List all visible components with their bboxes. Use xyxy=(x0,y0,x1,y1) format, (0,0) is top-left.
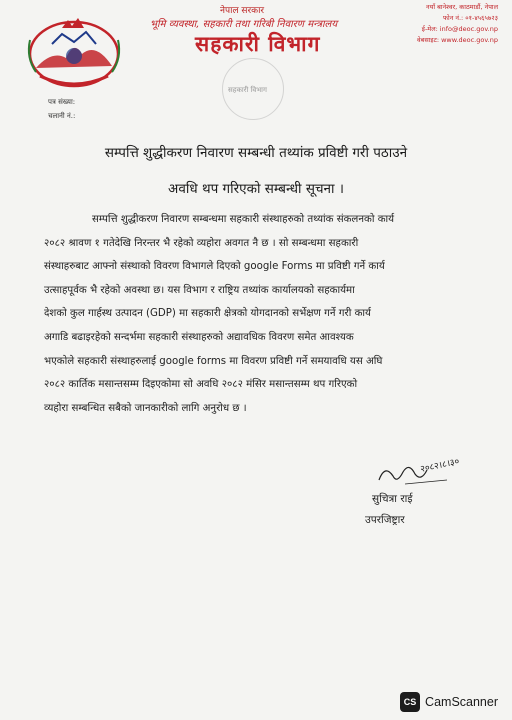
camscanner-watermark xyxy=(400,692,498,712)
contact-phone: फोन नं.: ०१-४५६५७२३ xyxy=(443,14,498,22)
ministry-title: भूमि व्यवस्था, सहकारी तथा गरिबी निवारण मन्त्रालय xyxy=(150,19,338,30)
body-line: उत्साहपूर्वक भै रहेको अवस्था छ। यस विभाग र राष्ट्रिय तथ्यांक कार्यालयको सहकार्यमा xyxy=(44,284,355,296)
reference-block xyxy=(48,95,75,123)
government-title: नेपाल सरकार xyxy=(220,6,265,16)
stamp-text: सहकारी विभाग xyxy=(228,86,267,94)
body-line: संस्थाहरुबाट आफ्नो संस्थाको विवरण विभागले दिएको google Forms मा प्रविष्टी गर्ने कार्य xyxy=(44,261,385,273)
subject-line-2: अवधि थप गरिएको सम्बन्धी सूचना । xyxy=(168,181,344,197)
svg-text:२०८२।८।३०: २०८२।८।३० xyxy=(419,456,461,475)
handwritten-signature-icon xyxy=(375,456,461,490)
contact-address: नयाँ बानेश्वर, काठमाडौं, नेपाल xyxy=(425,3,498,11)
camscanner-label: CamScanner xyxy=(425,695,498,709)
body-line: २०८२ श्रावण १ गतेदेखि निरन्तर भै रहेको व्यहोरा अवगत नै छ । सो सम्बन्धमा सहकारी xyxy=(44,237,359,249)
body-line: अगाडि बढाइरहेको सन्दर्भमा सहकारी संस्थाहरुको अद्यावधिक विवरण समेत आवश्यक xyxy=(44,331,354,343)
chalani-label: चलानी नं.: xyxy=(48,112,76,120)
subject-line-1: सम्पत्ति शुद्धीकरण निवारण सम्बन्धी तथ्यांक प्रविष्टी गरी पठाउने xyxy=(104,145,408,161)
contact-block xyxy=(415,2,498,46)
notice-body xyxy=(44,208,464,420)
signatory-title: उपरजिष्ट्रार xyxy=(365,514,405,526)
body-line: २०८२ कार्तिक मसान्तसम्म दिइएकोमा सो अवधि २०८२ मंसिर मसान्तसम्म थप गरिएको xyxy=(44,379,358,391)
body-line: व्यहोरा सम्बन्धित सबैको जानकारीको लागि अनुरोध छ । xyxy=(44,402,247,414)
nepal-emblem-icon xyxy=(22,10,126,90)
contact-web: वेबसाइट: www.deoc.gov.np xyxy=(417,36,498,44)
patra-sankhya-label: पत्र संख्या: xyxy=(48,98,76,106)
contact-email: ई-मेल: info@deoc.gov.np xyxy=(421,25,498,33)
camscanner-logo-icon: CS xyxy=(400,692,420,712)
department-title: सहकारी विभाग xyxy=(195,32,321,56)
body-line: भएकोले सहकारी संस्थाहरुलाई google forms मा विवरण प्रविष्टी गर्ने समयावधि यस अघि xyxy=(44,355,383,367)
body-line: सम्पत्ति शुद्धीकरण निवारण सम्बन्धमा सहकारी संस्थाहरुको तथ्यांक संकलनको कार्य xyxy=(92,214,395,225)
signatory-name: सुचित्रा राई xyxy=(372,493,413,505)
body-line: देशको कुल गार्हस्थ उत्पादन (GDP) मा सहकारी क्षेत्रको योगदानको सर्भेक्षण गर्ने गरी कार्य xyxy=(44,308,371,320)
